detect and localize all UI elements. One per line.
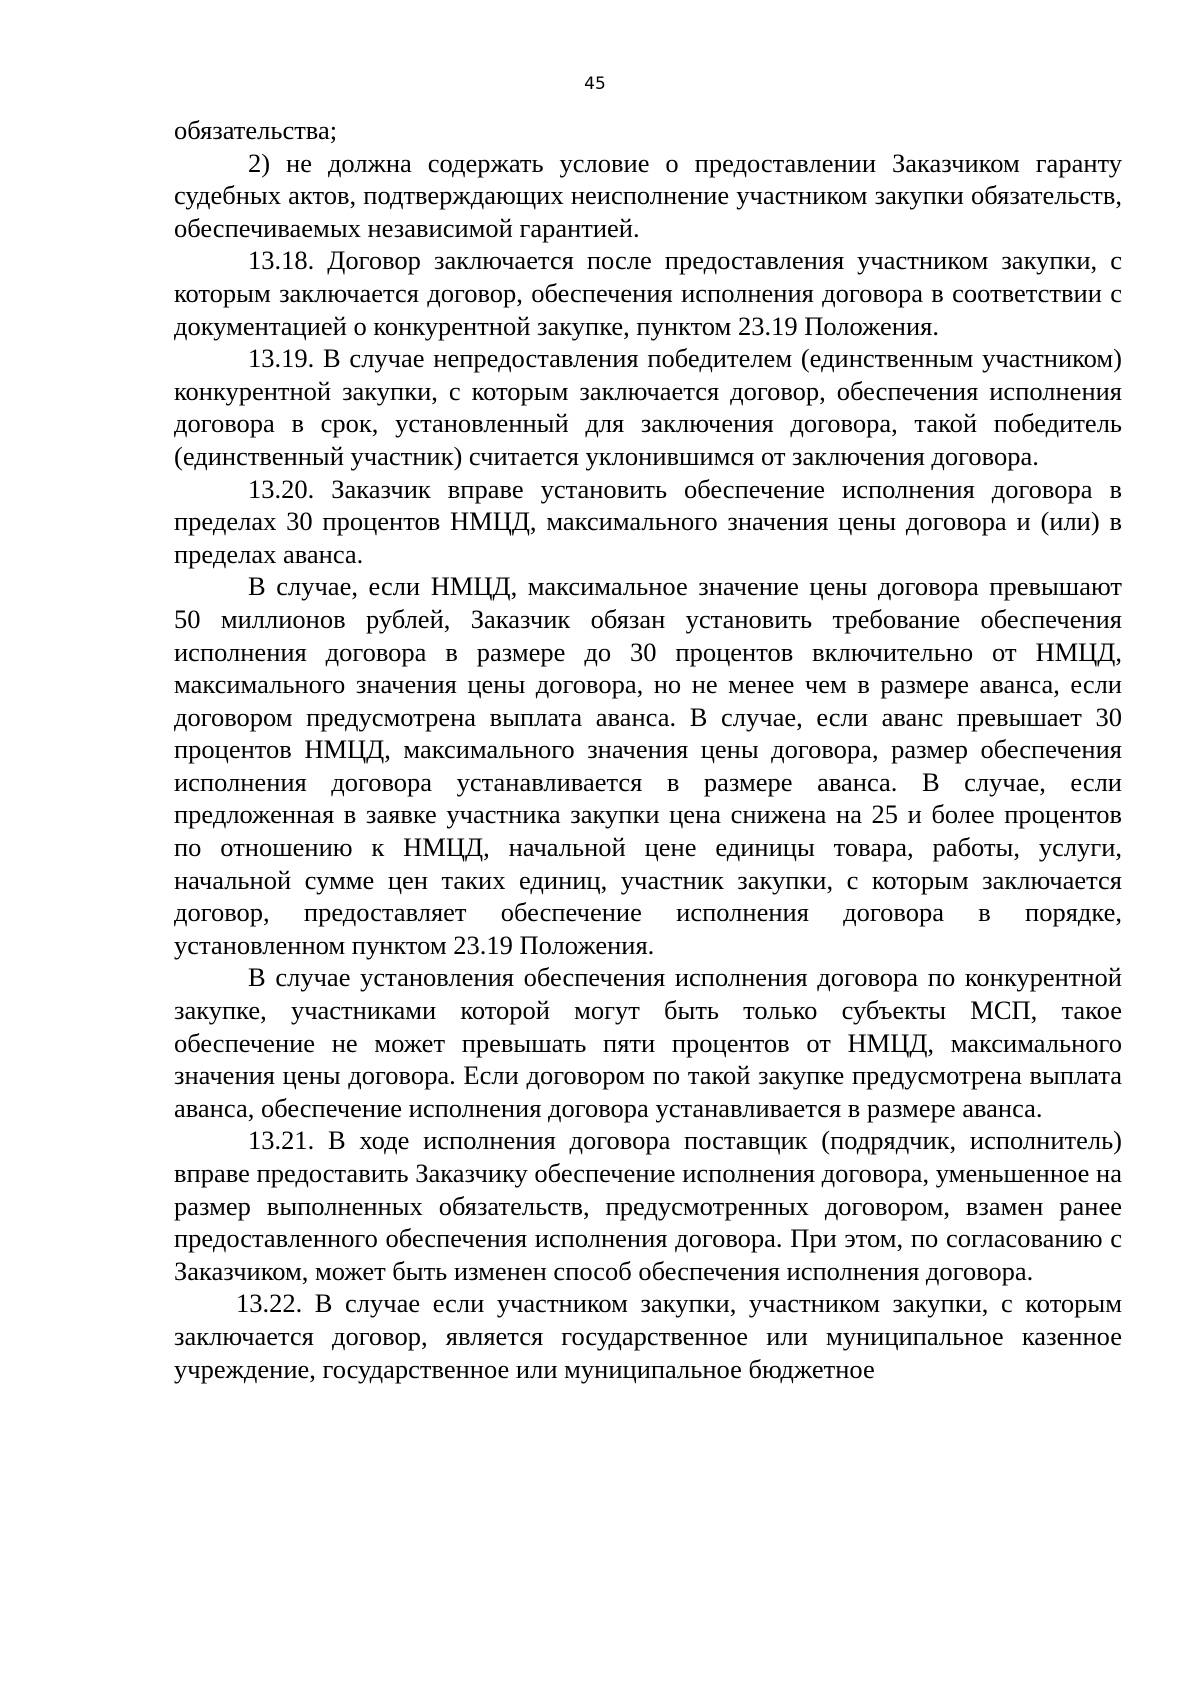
paragraph-obligations-end: обязательства; (174, 115, 338, 145)
paragraph-security-over-50m: В случае, если НМЦД, максимальное значение цены договора превышают 50 миллионов рублей, Заказчик обязан установить требование обеспечения исполнения договора в размере до 30 процентов включительно от НМЦД, максимального значения цены договора, но не менее чем в размере аванса, если договором предусмотрена выплата аванса. В случае, если аванс превышает 30 процентов НМЦД, максимального значения цены договора, размер обеспечения исполнения договора устанавливается в размере аванса. В случае, если предложенная в заявке участника закупки цена снижена на 25 и более процентов по отношению к НМЦД, начальной цене единицы товара, работы, услуги, начальной сумме цен таких единиц, участник закупки, с которым заключается договор, предоставляет обеспечение исполнения договора в порядке, установленном пунктом 23.19 Положения. (174, 571, 1122, 960)
document-body (174, 114, 1122, 1385)
paragraph-13-20: 13.20. Заказчик вправе установить обеспечение исполнения договора в пределах 30 процентов НМЦД, максимального значения цены договора и (или) в пределах аванса. (174, 473, 1122, 569)
paragraph-security-msp: В случае установления обеспечения исполнения договора по конкурентной закупке, участниками которой могут быть только субъекты МСП, такое обеспечение не может превышать пяти процентов от НМЦД, максимального значения цены договора. Если договором по такой закупке предусмотрена выплата аванса, обеспечение исполнения договора устанавливается в размере аванса. (174, 962, 1122, 1123)
paragraph-13-19: 13.19. В случае непредоставления победителем (единственным участником) конкурентной закупки, с которым заключается договор, обеспечения исполнения договора в срок, установленный для заключения договора, такой победитель (единственный участник) считается уклонившимся от заключения договора. (174, 343, 1122, 471)
paragraph-13-22: 13.22. В случае если участником закупки, участником закупки, с которым заключается договор, является государственное или муниципальное казенное учреждение, государственное или муниципальное бюджетное (174, 1288, 1122, 1384)
paragraph-13-21: 13.21. В ходе исполнения договора поставщик (подрядчик, исполнитель) вправе предоставить Заказчику обеспечение исполнения договора, уменьшенное на размер выполненных обязательств, предусмотренных договором, взамен ранее предоставленного обеспечения исполнения договора. При этом, по согласованию с Заказчиком, может быть изменен способ обеспечения исполнения договора. (174, 1125, 1122, 1286)
paragraph-13-18: 13.18. Договор заключается после предоставления участником закупки, с которым заключается договор, обеспечения исполнения договора в соответствии с документацией о конкурентной закупке, пунктом 23.19 Положения. (174, 245, 1122, 341)
paragraph-item-2: 2) не должна содержать условие о предоставлении Заказчиком гаранту судебных актов, подтверждающих неисполнение участником закупки обязательств, обеспечиваемых независимой гарантией. (174, 147, 1122, 243)
page-number: 45 (584, 74, 606, 94)
